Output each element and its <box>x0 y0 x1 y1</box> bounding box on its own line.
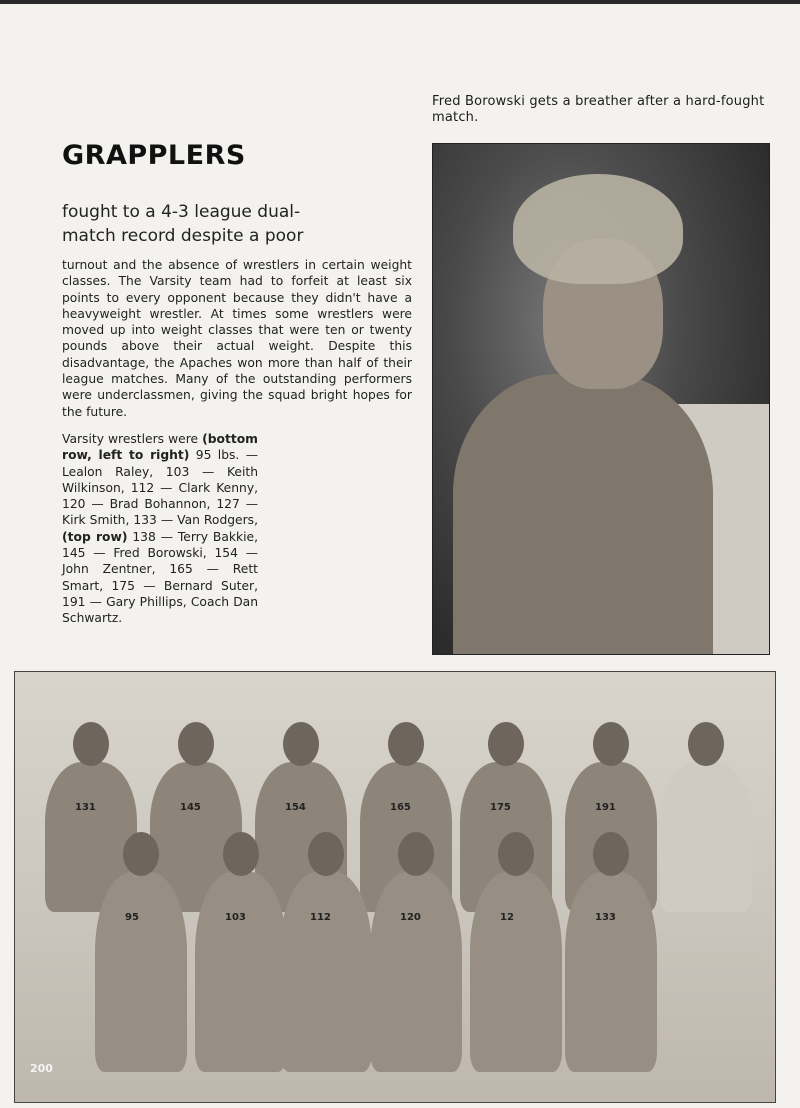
bottom-row-names: 95 lbs. — Lealon Raley, 103 — Keith Wilkinson, 112 — Clark Kenny, 120 — Brad Bohannon, 127 — Kirk Smith, 133 — Van Rodgers, <box>62 448 258 528</box>
photo-hair <box>513 174 683 284</box>
roster-caption <box>62 431 258 627</box>
top-row-names: 138 — Terry Bakkie, 145 — Fred Borowski, 154 — John Zentner, 165 — Rett Smart, 175 — Bernard Suter, 191 — Gary Phillips, Coach Dan Schwartz. <box>62 529 258 626</box>
wrestler-figure <box>470 872 562 1072</box>
jersey-number: 112 <box>310 912 331 923</box>
wrestler-head <box>283 722 319 766</box>
wrestler-head <box>223 832 259 876</box>
page-title: GRAPPLERS <box>62 140 246 171</box>
wrestler-figure <box>95 872 187 1072</box>
wrestler-head <box>123 832 159 876</box>
coach-figure <box>660 762 752 912</box>
top-row-label: (top row) <box>62 529 128 544</box>
bottom-row-label: (bottom row, left to right) <box>62 432 258 463</box>
wrestler-head <box>388 722 424 766</box>
wrestler-head <box>488 722 524 766</box>
photo-jacket <box>453 374 713 655</box>
wrestler-figure <box>195 872 287 1072</box>
top-rule <box>0 0 800 4</box>
wrestler-head <box>178 722 214 766</box>
subheading: fought to a 4-3 league dual-match record despite a poor <box>62 202 304 246</box>
jersey-number: 145 <box>180 802 201 813</box>
article-body: turnout and the absence of wrestlers in certain weight classes. The Varsity team had to forfeit at least six points to every opponent because they didn't have a heavyweight wrestler. At times some wrestlers were moved up into weight classes that were ten or twenty pounds above their actual weight. Despite this disadvantage, the Apaches won more than half of their league matches. Many of the outstanding performers were underclassmen, giving the squad bright hopes for the future. <box>62 258 412 419</box>
coach-head <box>688 722 724 766</box>
wrestler-figure <box>280 872 372 1072</box>
jersey-number: 133 <box>595 912 616 923</box>
wrestler-head <box>73 722 109 766</box>
jersey-number: 95 <box>125 912 139 923</box>
wrestler-head <box>498 832 534 876</box>
jersey-number: 12 <box>500 912 514 923</box>
team-photo <box>14 671 776 1103</box>
jersey-number: 191 <box>595 802 616 813</box>
jersey-number: 175 <box>490 802 511 813</box>
jersey-number: 165 <box>390 802 411 813</box>
wrestler-head <box>593 832 629 876</box>
wrestler-figure <box>565 872 657 1072</box>
jersey-number: 131 <box>75 802 96 813</box>
wrestler-head <box>398 832 434 876</box>
jersey-number: 154 <box>285 802 306 813</box>
jersey-number: 103 <box>225 912 246 923</box>
photo-caption: Fred Borowski gets a breather after a hard-fought match. <box>432 94 765 125</box>
wrestler-figure <box>370 872 462 1072</box>
page-number: 200 <box>30 1062 53 1075</box>
jersey-number: 120 <box>400 912 421 923</box>
wrestler-portrait-photo <box>432 143 770 655</box>
wrestler-head <box>308 832 344 876</box>
wrestler-head <box>593 722 629 766</box>
roster-intro: Varsity wrestlers were <box>62 432 199 446</box>
